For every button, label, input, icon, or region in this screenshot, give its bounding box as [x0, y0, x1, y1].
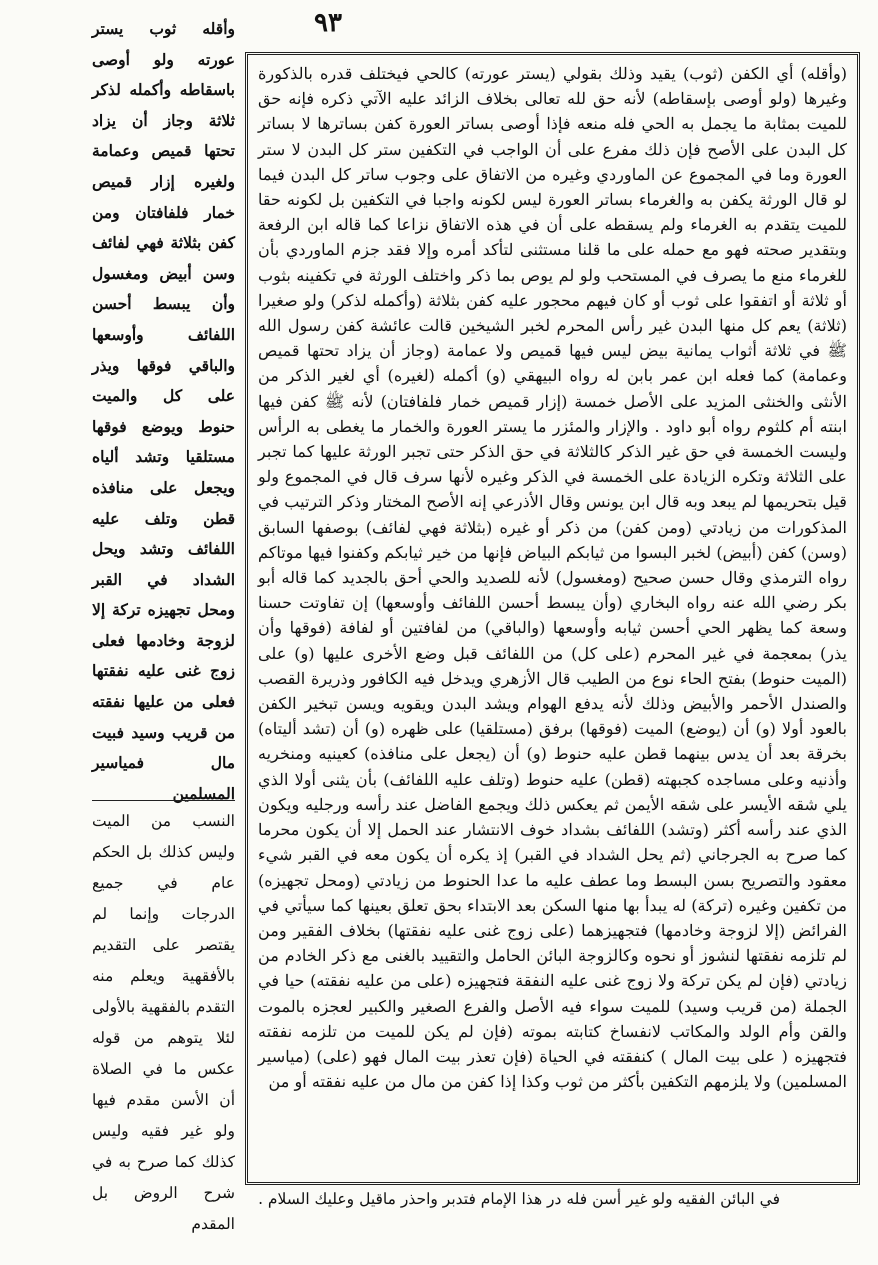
sidebar-note-text: النسب من الميت وليس كذلك بل الحكم عام في جميع الدرجات وإنما لم يقتصر على التقديم بالأفقهية ويعلم منه التقدم بالفقهية بالأولى لئلا يتوهم من قوله عكس ما في الصلاة أن الأسن مقدم فيها ولو غير فقيه وليس كذلك كما صرح به في شرح الروض بل المقدم [92, 812, 235, 1233]
sidebar-matn [92, 14, 235, 803]
commentary-text: (وأقله) أي الكفن (ثوب) يقيد وذلك بقولي (يستر عورته) كالحي فيختلف قدره بالذكورة وغيرها (ولو أوصى بإسقاطه) لأنه حق لله تعالى بخلاف الزائد عليه الآتي ذكره فإنه حق للميت بمثابة ما يجمل به الحي فله منعه فإذا أوصى بساتر العورة كفن بساترها لا بساتر كل البدن على الأصح فإن ذلك مفرع على أن الواجب في التكفين ستر كل البدن لا ستر العورة وما في المجموع عن الماوردي وغيره من الاتفاق على وجوب ساتر كل البدن فيما لو قال الورثة يكفن به والغرماء بساتر العورة ليس لكونه واجبا في التكفين بل لكونه حقا للميت يتقدم به الغرماء ولم يسقطه على أن في هذه الاتفاق نزاعا كما قاله ابن الرفعة وبتقدير صحته فهو مع حمله على ما قلنا مستثنى لتأكد أمره وإلا فقد جزم الماوردي بأن للغرماء منع ما يصرف في المستحب ولو لم يوص بما ذكر واختلف الورثة في تكفينه بثوب أو ثلاثة أو اتفقوا على ثوب أو كان فيهم محجور عليه كفن بثلاثة (وأكمله لذكر) ولو صغيرا (ثلاثة) يعم كل منها البدن غير رأس المحرم لخبر الشيخين قالت عائشة كفن رسول الله ﷺ في ثلاثة أثواب يمانية بيض ليس فيها قميص ولا عمامة (وجاز أن يزاد تحتها قميص وعمامة) كما فعله ابن عمر بابن له رواه البيهقي (و) أكمله (لغيره) أي لغير الذكر من الأنثى والخنثى المزيد على الأصل خمسة (إزار قميص خمار فلفافتان) لأنه ﷺ كفن فيها ابنته أم كلثوم رواه أبو داود . والإزار والمئزر ما يستر العورة والخمار ما يغطى به الرأس وليست الخمسة في حق غير الذكر كالثلاثة في حق الذكر حتى تجبر الورثة عليها كما تجبر على الثلاثة وتكره الزيادة على الخمسة في الذكر وغيره لأنها سرف قال في المجموع ولو قيل بتحريمها لم يبعد وبه قال ابن يونس وقال الأذرعي إنه الأصح المختار وذكر الترتيب في المذكورات من زيادتي (ومن كفن) من ذكر أو غيره (بثلاثة فهي لفائف) بوصفها السابق (وسن) كفن (أبيض) لخبر البسوا من ثيابكم البياض فإنها من خير ثيابكم وكفنوا فيها موتاكم رواه الترمذي وقال حسن صحيح (ومغسول) لأنه للصديد والحي أحق بالجديد كما قاله أبو بكر رضي الله عنه رواه البخاري (وأن يبسط أحسن اللفائف وأوسعها) إن تفاوتت حسنا وسعة كما يظهر الحي أحسن ثيابه وأوسعها (والباقي) من لفافتين أو لفافة (فوقها وأن يذر) بمعجمة في غير المحرم (على كل) من اللفائف قبل وضع الأخرى عليها (و) على (الميت حنوط) بفتح الحاء نوع من الطيب قال الأزهري ويدخل فيه الكافور وذريرة القصب والصندل الأحمر والأبيض وذلك لأنه يدفع الهوام ويشد البدن ويقويه ويسن تبخير الكفن بالعود أولا (و) أن (يوضع) الميت (فوقها) برفق (مستلقيا) على ظهره (و) أن (تشد أليتاه) بخرقة بعد أن يدس بينهما قطن عليه حنوط (و) أن (يجعل على منافذه) كعينيه ومنخريه وأذنيه وعلى مساجده كجبهته (قطن) عليه حنوط (وتلف عليه اللفائف) بأن يثنى أولا الذي يلي شقه الأيسر على شقه الأيمن ثم يعكس ذلك ويجمع الفاضل عند رأسه ورجليه ويكون الذي عند رأسه أكثر (وتشد) اللفائف بشداد خوف الانتشار عند الحمل إلا أن يكون محرما كما صرح به الجرجاني (ثم يحل الشداد في القبر) إذ يكره أن يكون معه في القبر شيء معقود والتصريح بسن البسط وما عطف عليه ما عدا الحنوط من زيادتي (ومحل تجهيزه) من تكفين وغيره (تركة) له يبدأ بها منها السكن بعد الابتداء بحق تعلق بعينها كما سيأتي في الفرائض (إلا لزوجة وخادمها) فتجهيزهما (على زوج غنى عليه نفقتها) بخلاف الفقير ومن لم تلزمه نفقتها لنشوز أو نحوه وكالزوجة البائن الحامل والتقييد بالغنى مع ذكر الخادم من زيادتي (فإن لم يكن تركة ولا زوج غنى عليه النفقة فتجهيزه (على من عليه نفقته) حيا في الجملة (من قريب وسيد) للميت سواء فيه الأصل والفرع الصغير والكبير لعجزه بالموت والقن وأم الولد والمكاتب لانفساخ كتابته بموته (فإن لم يكن للميت من تلزمه نفقته فتجهيزه ( على بيت المال ) كنفقته في الحياة (فإن تعذر بيت المال فهو (على) (مياسير المسلمين) ولا يلزمهم التكفين بأكثر من ثوب وكذا إذا كفن من مال من عليه نفقته أو من [258, 64, 847, 1092]
sidebar-divider [92, 800, 235, 801]
sidebar-margin-note [92, 806, 235, 1233]
commentary-frame [245, 52, 860, 1185]
footer-note: في البائن الفقيه ولو غير أسن فله در هذا الإمام فتدبر واحذر ماقيل وعليك السلام . [258, 1190, 780, 1208]
page-number: ٩٣ [314, 8, 342, 38]
sidebar-matn-text: وأقله ثوب يستر عورته ولو أوصى باسقاطه وأكمله لذكر ثلاثة وجاز أن يزاد تحتها قميص وعمامة ولغيره إزار قميص خمار فلفافتان ومن كفن بثلاثة فهي لفائف وسن أبيض ومغسول وأن يبسط أحسن اللفائف وأوسعها والباقي فوقها ويذر على كل والميت حنوط ويوضع فوقها مستلقيا وتشد ألياه ويجعل على منافذه قطن وتلف عليه اللفائف وتشد ويحل الشداد في القبر ومحل تجهيزه تركة إلا لزوجة وخادمها فعلى زوج غنى عليه نفقتها فعلى من عليها نفقته من قريب وسيد فبيت مال فمياسير المسلمين [92, 19, 235, 803]
